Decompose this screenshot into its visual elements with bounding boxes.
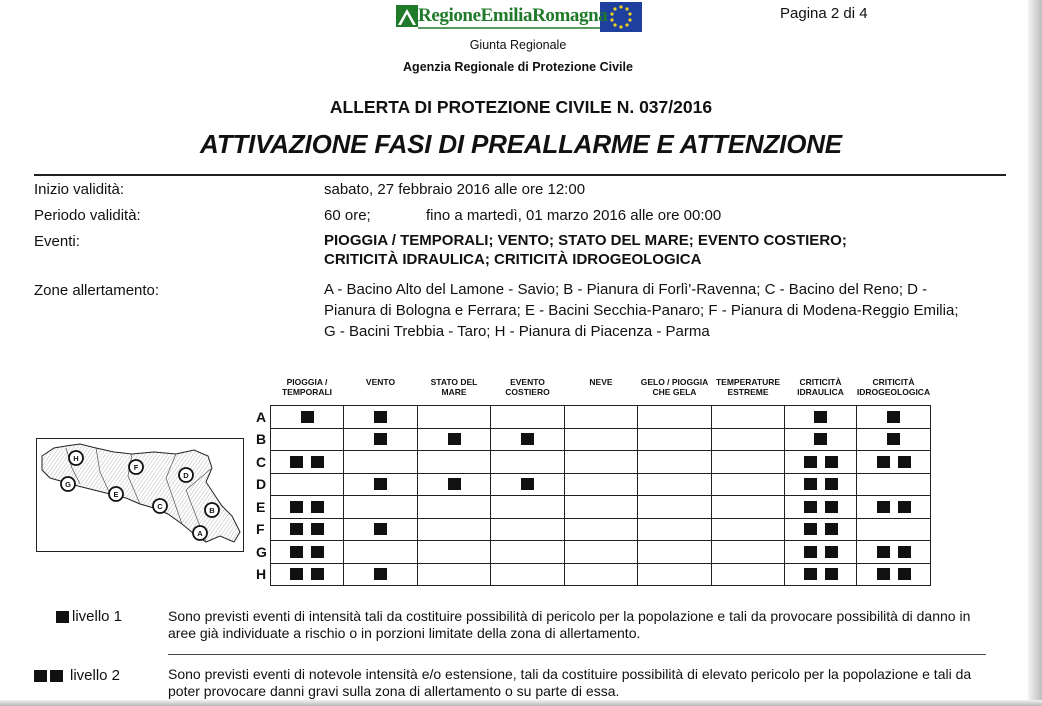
alert-level-square-icon [374,411,387,423]
alert-cell [271,428,344,451]
alert-cell [638,541,712,564]
column-header [491,375,565,406]
alert-table-wrapper [256,375,931,586]
zone-row-label: D [256,476,267,493]
alert-cell [271,406,344,429]
map-marker-a: A [197,529,203,538]
eventi-label: Eventi: [34,233,80,250]
table-row [256,406,931,429]
alert-cell [638,428,712,451]
alert-cell [271,563,344,586]
alert-cell [712,473,785,496]
column-header [344,375,418,406]
inizio-value: sabato, 27 febbraio 2016 alle ore 12:00 [324,181,586,198]
legend-level1-description: Sono previsti eventi di intensità tali da costituire possibilità di pericolo per la popolazione e tali da provocare possibilità di danno in aree già individuate a rischio o in porzioni limitate della zona di allertamento. [168,608,971,641]
alert-level-square-icon [448,433,461,445]
table-row [256,451,931,474]
map-marker-b: B [209,506,215,515]
alert-cell [418,541,491,564]
alert-level-square-icon [374,433,387,445]
column-header-line: TEMPERATURE [715,377,781,387]
zone-row-label: B [256,431,267,448]
alert-cell [785,428,857,451]
alert-level-square-icon [311,523,324,535]
alert-cell [491,406,565,429]
alert-level-square-icon [804,523,817,535]
alert-level-square-icon [311,501,324,513]
alert-cell [344,496,418,519]
alert-level-square-icon [877,456,890,468]
alert-cell [565,473,638,496]
alert-cell [271,473,344,496]
column-header [638,375,712,406]
alert-cell [344,541,418,564]
alert-cell [857,541,931,564]
column-header-line: PIOGGIA / [286,377,328,387]
column-header-line: CRITICITÀ [872,377,915,387]
alert-cell [491,473,565,496]
alert-level-square-icon [301,411,314,423]
alert-cell [785,518,857,541]
alert-cell [491,563,565,586]
alert-cell [638,518,712,541]
alert-level-square-icon [898,456,911,468]
zone-row-label: G [256,543,267,560]
table-row [256,563,931,586]
column-header-line: VENTO [365,377,396,387]
zone-description: A - Bacino Alto del Lamone - Savio; B - Pianura di Forlì'-Ravenna; C - Bacino del Reno; D - Pianura di Bologna e Ferrara; E - Bacini Secchia-Panaro; F - Pianura di Modena-Reggio Emilia; G - Bacini Trebbia - Taro; H - Pianura di Piacenza - Parma [324,281,959,340]
alert-cell [857,518,931,541]
alert-cell [344,428,418,451]
column-header-line: STATO DEL MARE [430,377,478,397]
eventi-line1: PIOGGIA / TEMPORALI; VENTO; STATO DEL MARE; EVENTO COSTIERO; [324,232,847,249]
table-row [256,428,931,451]
alert-cell [712,428,785,451]
alert-level-square-icon [374,523,387,535]
eventi-line2: CRITICITÀ IDRAULICA; CRITICITÀ IDROGEOLOGICA [324,251,702,268]
zone-row-label: E [256,498,266,515]
page-number: Pagina 2 di 4 [780,5,868,22]
page-bottom-shadow [0,700,1042,706]
alert-cell [712,563,785,586]
table-row [256,541,931,564]
alert-level-square-icon [877,546,890,558]
zone-row-label: C [256,453,267,470]
alert-cell [491,428,565,451]
legend-level2-description: Sono previsti eventi di notevole intensità e/o estensione, tali da costituire possibilità di elevato pericolo per la popolazione e tali da poter provocare danni gravi sulla zona di allertamento o su parte di essa. [168,666,972,699]
alert-level-square-icon [448,478,461,490]
alert-level-square-icon [887,433,900,445]
alert-level-square-icon [877,501,890,513]
map-marker-h: H [73,454,79,463]
alert-cell [344,473,418,496]
alert-cell [565,428,638,451]
alert-cell [418,473,491,496]
page-edge-shadow [1028,0,1042,706]
column-header [712,375,785,406]
map-marker-g: G [65,480,71,489]
column-header-line: TEMPORALI [281,387,333,397]
alert-cell [271,496,344,519]
alert-level-square-icon [374,478,387,490]
alert-level-square-icon [311,456,324,468]
alert-cell [638,406,712,429]
alert-cell [271,518,344,541]
column-header-line: CHE GELA [652,387,697,397]
legend-level2-symbol [34,667,120,684]
alert-cell [857,406,931,429]
table-row [256,496,931,519]
table-row [256,473,931,496]
alert-cell [344,563,418,586]
alert-cell [565,406,638,429]
alert-cell [785,496,857,519]
map-marker-e: E [113,490,119,499]
alert-cell [418,451,491,474]
alert-level-square-icon [898,501,911,513]
alert-level-square-icon [290,523,303,535]
alert-level-square-icon [898,546,911,558]
table-row [256,518,931,541]
alert-level-square-icon [521,433,534,445]
alert-level-square-icon [887,411,900,423]
column-header-line: EVENTO [510,377,545,387]
level2-square-icon [50,670,63,682]
alert-level-square-icon [877,568,890,580]
column-header-line: IDRAULICA [797,387,844,397]
alert-level-square-icon [814,433,827,445]
alert-cell [785,563,857,586]
alert-cell [565,451,638,474]
zone-row-label: A [256,408,267,425]
column-header-line: IDROGEOLOGICA [856,387,931,397]
column-header-line: CRITICITÀ [799,377,842,387]
alert-cell [271,451,344,474]
level1-square-icon [56,611,69,623]
alert-cell [712,406,785,429]
column-header [271,375,344,406]
alert-cell [785,541,857,564]
alert-level-square-icon [521,478,534,490]
alert-cell [638,473,712,496]
alert-cell [638,563,712,586]
alert-level-square-icon [804,568,817,580]
alert-cell [857,563,931,586]
agency-label: Agenzia Regionale di Protezione Civile [403,60,633,74]
legend-level1-label: livello 1 [72,608,123,625]
legend-divider [168,654,986,655]
alert-cell [638,451,712,474]
alert-level-square-icon [825,456,838,468]
column-header [857,375,931,406]
alert-cell [712,496,785,519]
periodo-ore: 60 ore; [324,207,371,224]
alert-cell [418,496,491,519]
alert-level-square-icon [825,478,838,490]
column-header-line: COSTIERO [505,387,550,397]
alert-level-square-icon [290,546,303,558]
zone-row-label: H [256,566,267,583]
alert-cell [712,518,785,541]
title-divider [34,174,1006,176]
alert-level-square-icon [814,411,827,423]
alert-level-square-icon [374,568,387,580]
alert-cell [271,541,344,564]
alert-level-square-icon [825,523,838,535]
alert-level-square-icon [804,456,817,468]
alert-cell [857,473,931,496]
alert-cell [785,473,857,496]
row-header-spacer [256,375,271,406]
alert-level-square-icon [804,546,817,558]
inizio-label: Inizio validità: [34,181,125,198]
alert-cell [565,496,638,519]
alert-cell [344,406,418,429]
giunta-label: Giunta Regionale [469,38,567,52]
alert-cell [418,406,491,429]
alert-level-square-icon [311,546,324,558]
alert-cell [418,518,491,541]
alert-cell [638,496,712,519]
alert-cell [712,541,785,564]
legend-level1-symbol [56,608,122,625]
alert-level-square-icon [825,501,838,513]
column-header-line: NEVE [589,377,613,387]
alert-cell [857,451,931,474]
alert-cell [857,496,931,519]
alert-level-square-icon [804,501,817,513]
zone-row-label: F [256,521,265,538]
alert-cell [857,428,931,451]
alert-level-square-icon [825,546,838,558]
alert-level-square-icon [804,478,817,490]
column-header [418,375,491,406]
alert-cell [344,518,418,541]
level2-square-icon [34,670,47,682]
map-marker-d: D [183,471,189,480]
map-marker-f: F [133,463,139,472]
column-header [565,375,638,406]
alert-level-square-icon [825,568,838,580]
alert-table [256,375,931,586]
alert-level-square-icon [290,456,303,468]
alert-cell [712,451,785,474]
alert-cell [491,496,565,519]
alert-cell [565,518,638,541]
alert-cell [785,451,857,474]
alert-cell [565,541,638,564]
column-header-line: ESTREME [727,387,769,397]
alert-cell [565,563,638,586]
alert-cell [418,563,491,586]
alert-level-square-icon [290,501,303,513]
column-header [785,375,857,406]
alert-cell [418,428,491,451]
alert-cell [785,406,857,429]
document-title: ALLERTA DI PROTEZIONE CIVILE N. 037/2016 [329,97,713,117]
alert-level-square-icon [311,568,324,580]
map-marker-c: C [157,502,163,511]
periodo-label: Periodo validità: [34,207,141,224]
alert-cell [491,451,565,474]
periodo-fino: fino a martedì, 01 marzo 2016 alle ore 00:00 [426,207,722,224]
alert-level-square-icon [290,568,303,580]
zone-label: Zone allertamento: [34,282,160,299]
legend-level2-label: livello 2 [70,667,121,684]
alert-zones-map [36,438,244,552]
document-subtitle: ATTIVAZIONE FASI DI PREALLARME E ATTENZIONE [200,129,842,159]
alert-cell [491,541,565,564]
alert-cell [491,518,565,541]
alert-cell [344,451,418,474]
logo-wordmark: RegioneEmiliaRomagna [418,5,608,26]
column-header-line: GELO / PIOGGIA [640,377,709,387]
alert-level-square-icon [898,568,911,580]
